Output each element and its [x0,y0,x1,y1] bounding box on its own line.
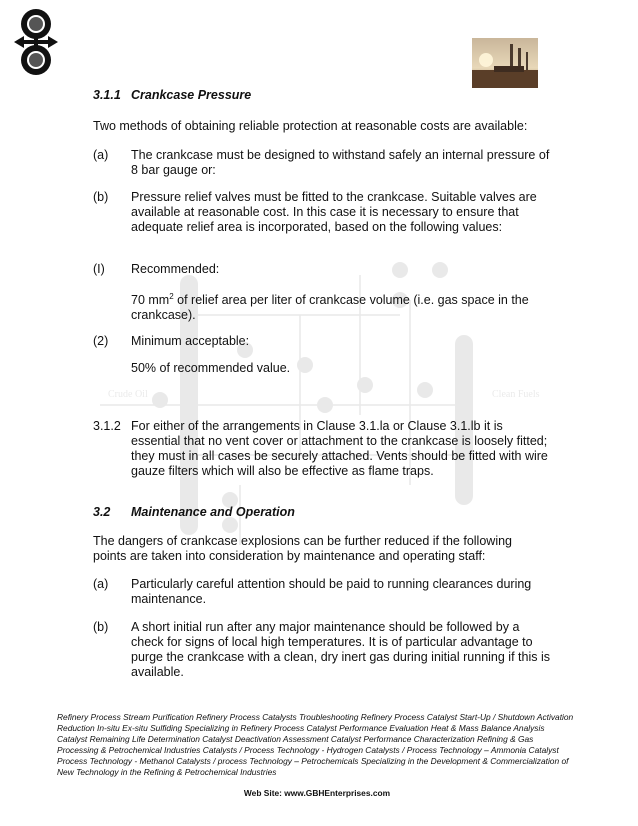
company-logo-icon [10,6,62,78]
minimum-value: 50% of recommended value. [131,361,291,375]
point-b-label: (b) [93,620,109,634]
footer-services-text: Refinery Process Stream Purification Refinery Process Catalysts Troubleshooting Refinery Process Catalyst Start-Up / Shutdown Activation Reduction In-situ Ex-situ Sulfiding Specializing in Refinery Process Catalyst Performance Evaluation Heat & Mass Balance Analysis Catalyst Remaining Life Determination Catalyst Deactivation Assessment Catalyst Performance Characterization Refining & Gas Processing & Petrochemical Industries Catalysts / Process Technology - Hydrogen Catalysts / Process Technology – Ammonia Catalyst Process Technology - Methanol Catalysts / process Technology – Petrochemicals Specializing in the Development & Commercialization of New Technology in the Refining & Petrochemical Industries [57,712,574,777]
recommended-label: (I) [93,262,105,276]
method-a-label: (a) [93,148,109,162]
clause-3-1-2-number: 3.1.2 [93,419,121,433]
method-b-label: (b) [93,190,109,204]
crude-oil-label: Crude Oil [108,389,148,400]
minimum-label: (2) [93,334,109,348]
intro-3-2-paragraph: The dangers of crankcase explosions can be further reduced if the following points are taken into consideration by maintenance and operating staff: [93,534,512,563]
footer-website: Web Site: www.GBHEnterprises.com [243,788,391,798]
clause-3-1-2-text: For either of the arrangements in Clause 3.1.la or Clause 3.1.lb it is essential that no vent cover or attachment to the crankcase is loosely fitted; they must in all cases be securely attached. Vents should be fitted with wire gauze filters which will also be effective as flame traps. [131,419,548,478]
point-a-text: Particularly careful attention should be paid to running clearances during maintenance. [131,577,532,606]
section-3-1-1-title: Crankcase Pressure [131,88,252,102]
recommended-value-sup: 2 [169,292,174,301]
recommended-value-suffix: of relief area per liter of crankcase volume (i.e. gas space in the crankcase). [131,293,529,323]
intro-paragraph: Two methods of obtaining reliable protection at reasonable costs are available: [93,119,528,133]
minimum-heading: Minimum acceptable: [131,334,250,348]
section-3-1-1-number: 3.1.1 [93,88,121,102]
method-b-text: Pressure relief valves must be fitted to the crankcase. Suitable valves are available at reasonable cost. In this case it is necessary to ensure that adequate relief area is incorporated, based on the following values: [131,190,537,234]
section-3-2-number: 3.2 [93,505,111,519]
page-footer [57,712,577,799]
clean-fuels-label: Clean Fuels [492,389,540,400]
recommended-heading: Recommended: [131,262,220,276]
recommended-value-prefix: 70 mm [131,293,170,308]
method-a-text: The crankcase must be designed to withstand safely an internal pressure of 8 bar gauge or: [131,148,550,177]
point-a-label: (a) [93,577,109,591]
section-3-2-title: Maintenance and Operation [131,505,295,519]
point-b-text: A short initial run after any major maintenance should be followed by a check for signs of local high temperatures. It is of particular advantage to purge the crankcase with a clean, dry inert gas during initial running if this is available. [131,620,550,679]
recommended-value [131,289,551,323]
refinery-photo [472,38,538,88]
